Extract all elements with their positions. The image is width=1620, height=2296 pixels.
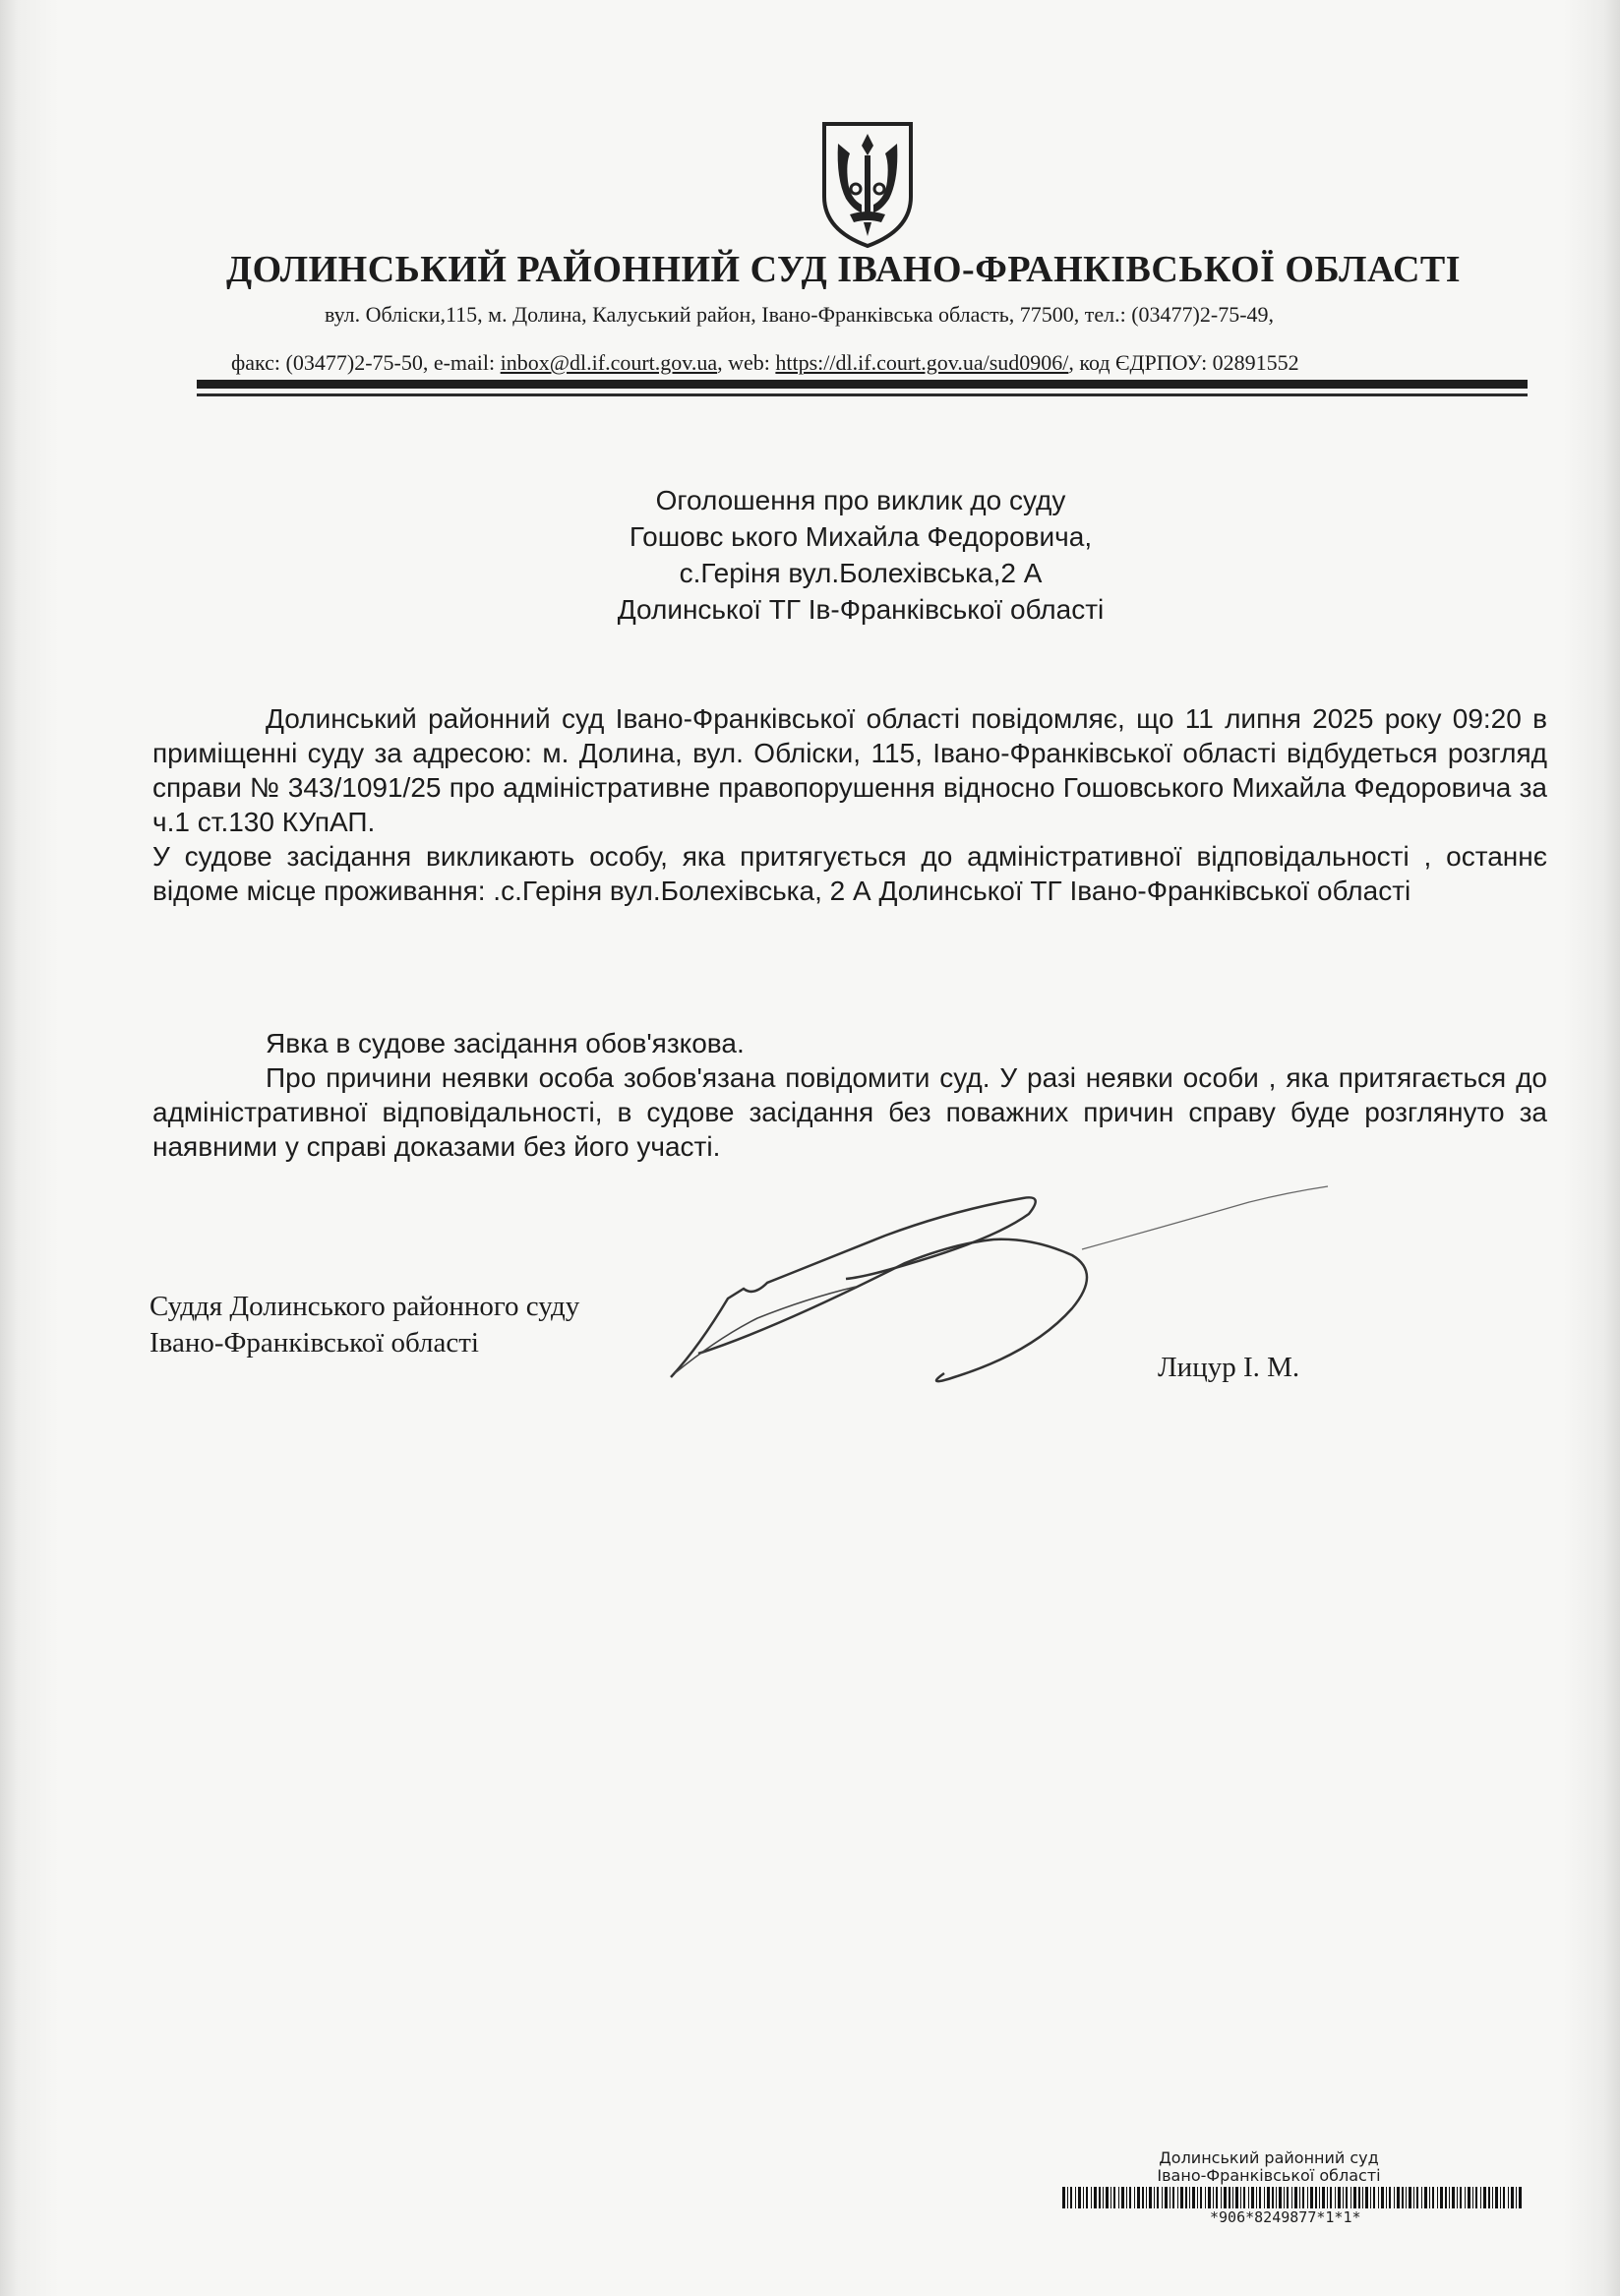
trident-coat-of-arms-icon	[820, 120, 915, 250]
barcode-icon	[1062, 2187, 1525, 2208]
court-contacts	[231, 350, 1299, 376]
absence-consequences-paragraph: Про причини неявки особа зобов'язана повідомити суд. У разі неявки особи , яка притягається до адміністративної відповідальності, в судове засідання без поважних причин справу буде розглянуто за наявними у справі доказами без його участі.	[152, 1062, 1547, 1162]
notice-body	[152, 701, 1547, 908]
summons-paragraph: У судове засідання викликають особу, яка притягується до адміністративної відповідальності , останнє відоме місце проживання: .с.Геріня вул.Болехівська, 2 А Долинської ТГ Івано-Франківської області	[152, 841, 1547, 906]
attendance-mandatory-paragraph: Явка в судове засідання обов'язкова.	[266, 1028, 745, 1058]
hearing-notice-paragraph: Долинський районний суд Івано-Франківської області повідомляє, що 11 липня 2025 року 09:20 в приміщенні суду за адресою: м. Долина, вул. Обліски, 115, Івано-Франківської області відбудеться розгляд справи № 343/1091/25 про адміністративне правопорушення відносно Гошовського Михайла Федоровича за ч.1 ст.130 КУпАП.	[152, 703, 1547, 837]
announcement-heading	[413, 482, 1308, 628]
barcode-number: *906*8249877*1*1*	[1210, 2208, 1361, 2226]
judge-title	[150, 1289, 579, 1361]
attendance-block	[152, 1026, 1547, 1164]
judge-name: Лицур І. М.	[1158, 1352, 1300, 1383]
edrpou-code: , код ЄДРПОУ: 02891552	[1068, 350, 1299, 375]
registry-stamp	[1062, 2149, 1534, 2226]
header-divider-thick	[197, 380, 1528, 389]
judge-title-line-1: Суддя Долинського районного суду	[150, 1291, 580, 1322]
heading-line-3: с.Геріня вул.Болехівська,2 А	[679, 558, 1043, 588]
header-divider-thin	[197, 393, 1528, 396]
web-label: , web:	[717, 350, 776, 375]
stamp-text	[1121, 2149, 1416, 2185]
fax-label: факс: (03477)2-75-50, e-mail:	[231, 350, 501, 375]
court-address: вул. Обліски,115, м. Долина, Калуський район, Івано-Франківська область, 77500, тел.: (03477)2-75-49,	[325, 302, 1275, 327]
stamp-line-2: Івано-Франківської області	[1157, 2166, 1381, 2185]
email-link[interactable]: inbox@dl.if.court.gov.ua	[500, 350, 718, 375]
heading-line-2: Гошовс ького Михайла Федоровича,	[629, 521, 1093, 552]
heading-line-4: Долинської ТГ Ів-Франківської області	[617, 594, 1105, 625]
judge-title-line-2: Івано-Франківської області	[150, 1327, 479, 1359]
stamp-line-1: Долинський районний суд	[1159, 2148, 1379, 2167]
heading-line-1: Оголошення про виклик до суду	[655, 485, 1066, 515]
court-name: ДОЛИНСЬКИЙ РАЙОННИЙ СУД ІВАНО-ФРАНКІВСЬКОЇ ОБЛАСТІ	[226, 249, 1462, 290]
website-link[interactable]: https://dl.if.court.gov.ua/sud0906/	[775, 350, 1069, 375]
